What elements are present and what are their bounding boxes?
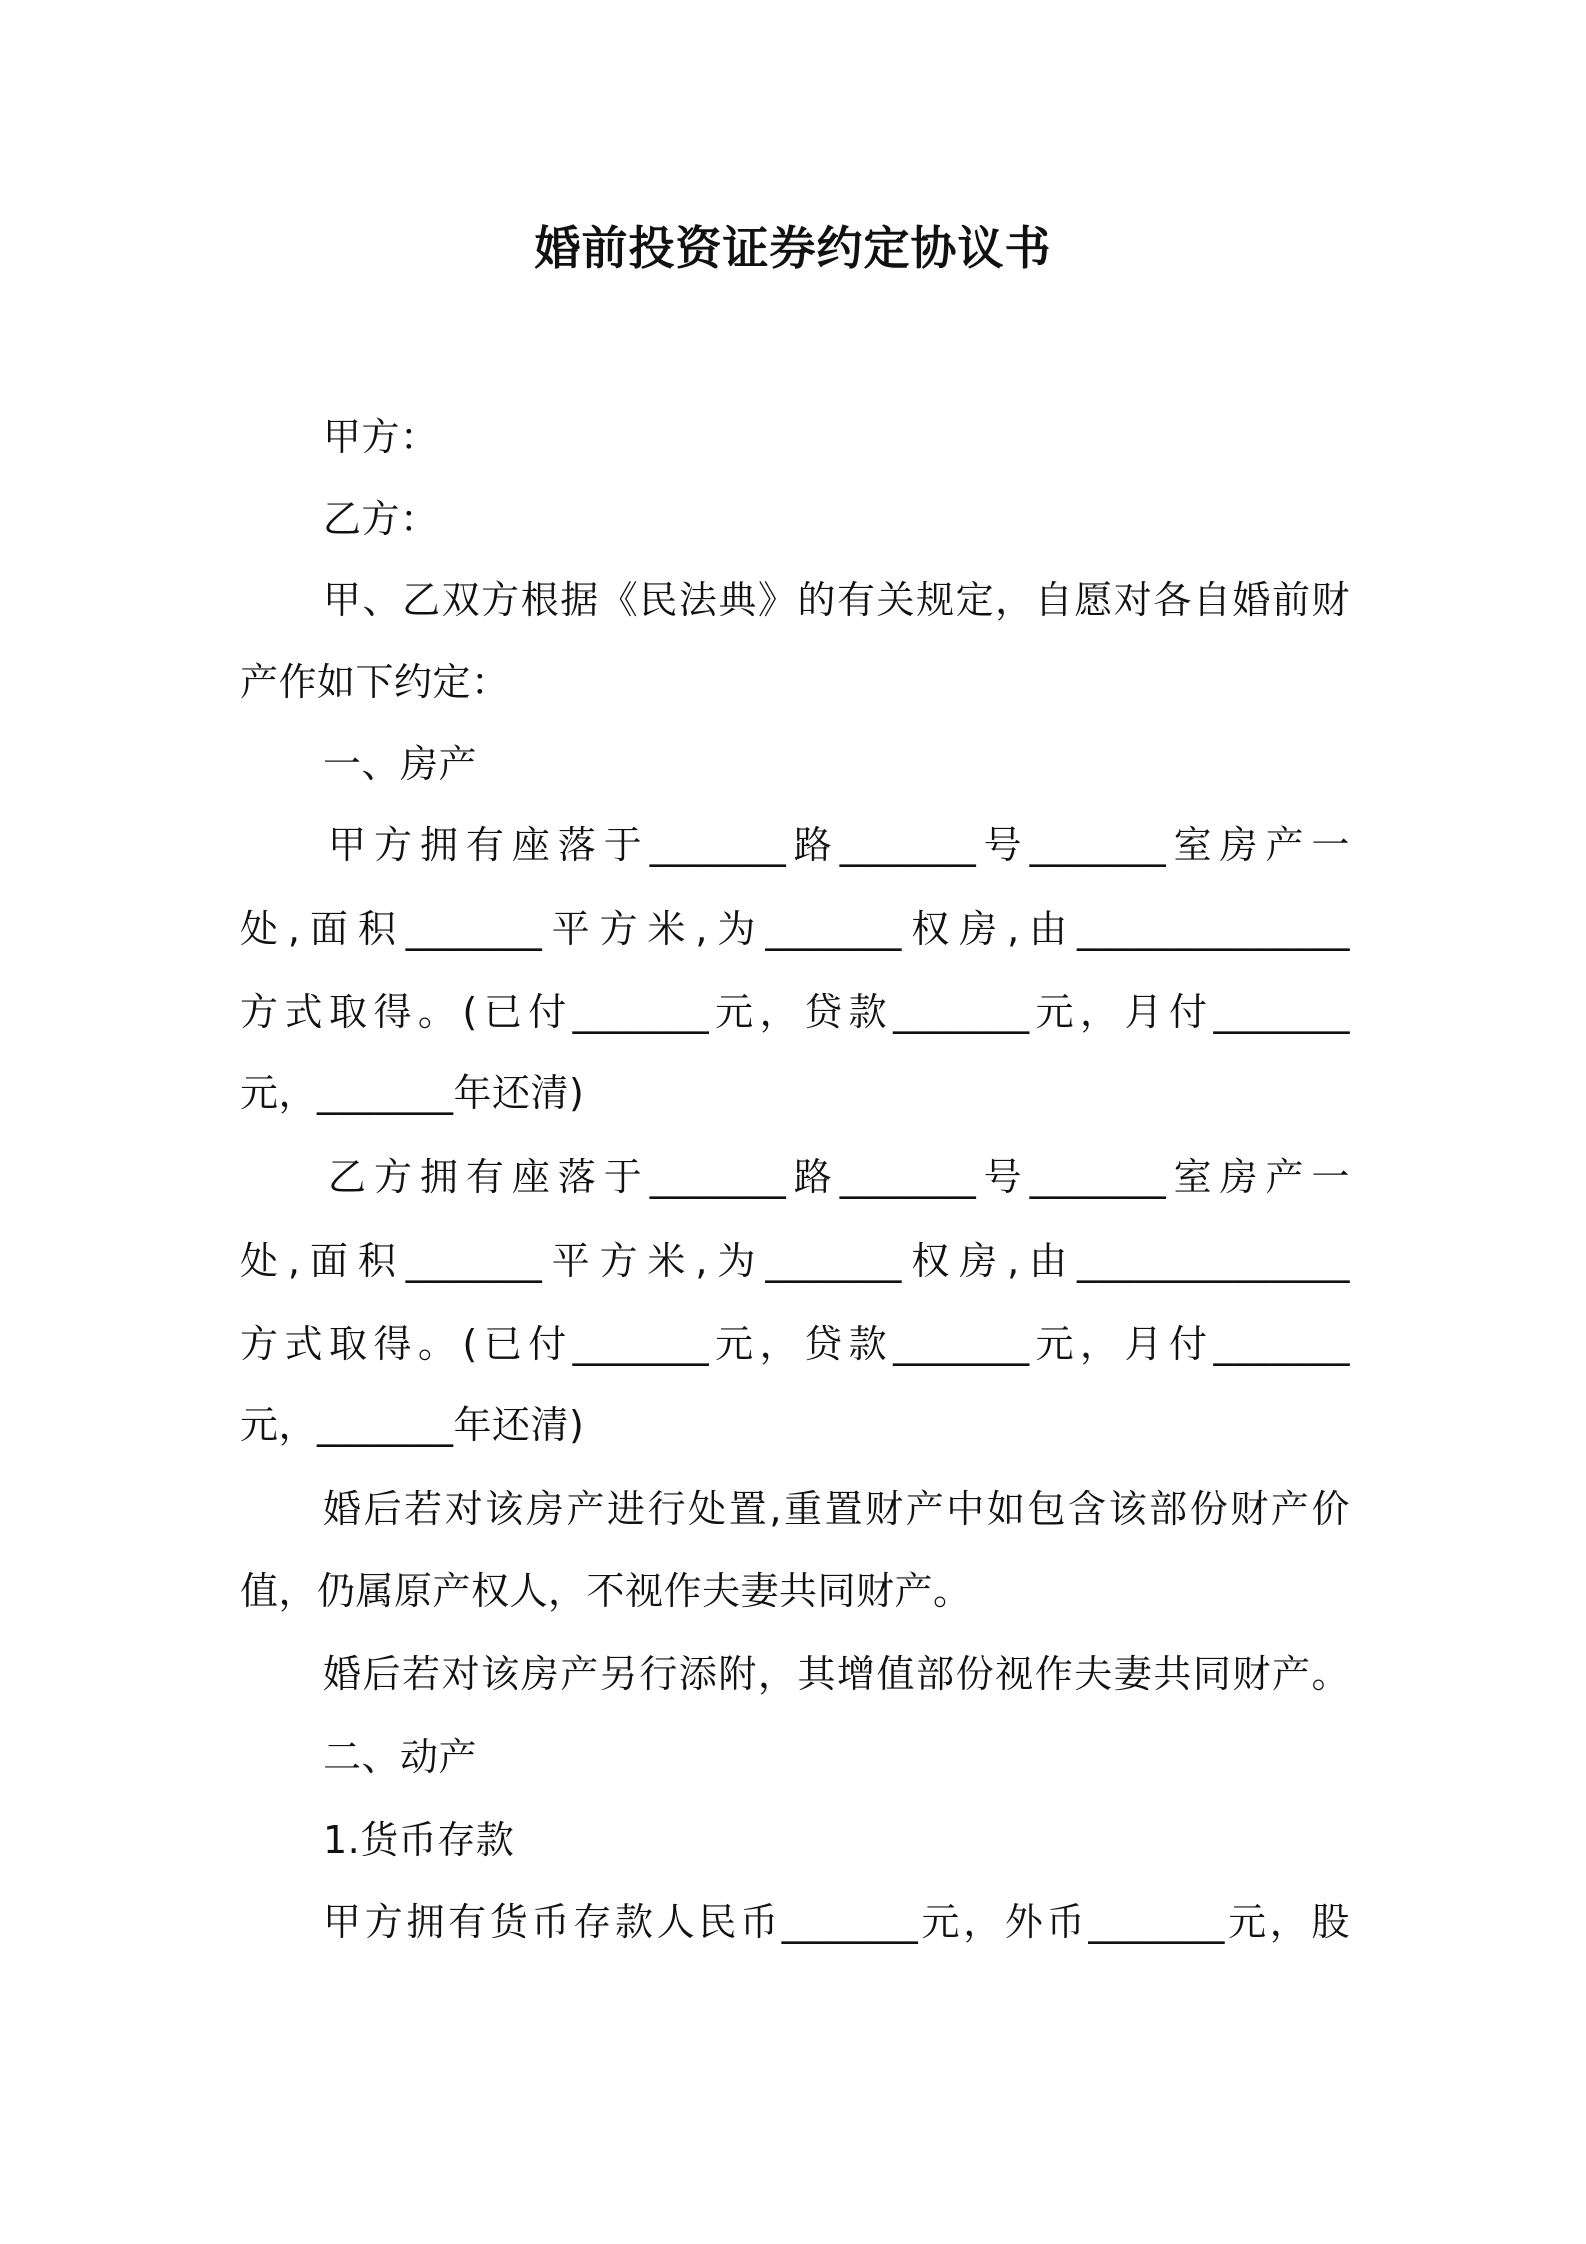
disposal-clause-line-1: 婚后若对该房产进行处置,重置财产中如包含该部份财产价 [323,1487,1350,1531]
party-b-label: 乙方： [323,497,439,541]
section-heading-real-estate: 一、房产 [323,742,478,786]
party-a-property-line-3: 方式取得。(已付_______元，贷款_______元，月付_______ [240,990,1350,1034]
party-a-property-line-2: 处,面积_______平方米,为_______权房,由______________ [240,907,1350,951]
party-a-property-line-4: 元，_______年还清) [240,1071,585,1115]
deposit-clause-line-1: 甲方拥有货币存款人民币_______元，外币_______元，股 [323,1900,1350,1944]
party-a-property-line-1: 甲方拥有座落于_______路_______号_______室房产一 [328,823,1350,867]
party-b-property-line-1: 乙方拥有座落于_______路_______号_______室房产一 [328,1155,1350,1199]
document-title: 婚前投资证券约定协议书 [534,221,1052,275]
intro-line-1: 甲、乙双方根据《民法典》的有关规定，自愿对各自婚前财 [323,578,1350,622]
party-b-property-line-3: 方式取得。(已付_______元，贷款_______元，月付_______ [240,1322,1350,1366]
party-a-label: 甲方： [323,415,439,459]
subsection-currency-deposits: 1.货币存款 [323,1818,515,1862]
intro-line-2: 产作如下约定： [240,660,510,704]
party-b-property-line-4: 元，_______年还清) [240,1403,585,1447]
addition-clause: 婚后若对该房产另行添附，其增值部份视作夫妻共同财产。 [323,1652,1350,1696]
party-b-property-line-2: 处,面积_______平方米,为_______权房,由______________ [240,1239,1350,1283]
section-heading-movable-property: 二、动产 [323,1735,478,1779]
disposal-clause-line-2: 值，仍属原产权人，不视作夫妻共同财产。 [240,1569,972,1613]
